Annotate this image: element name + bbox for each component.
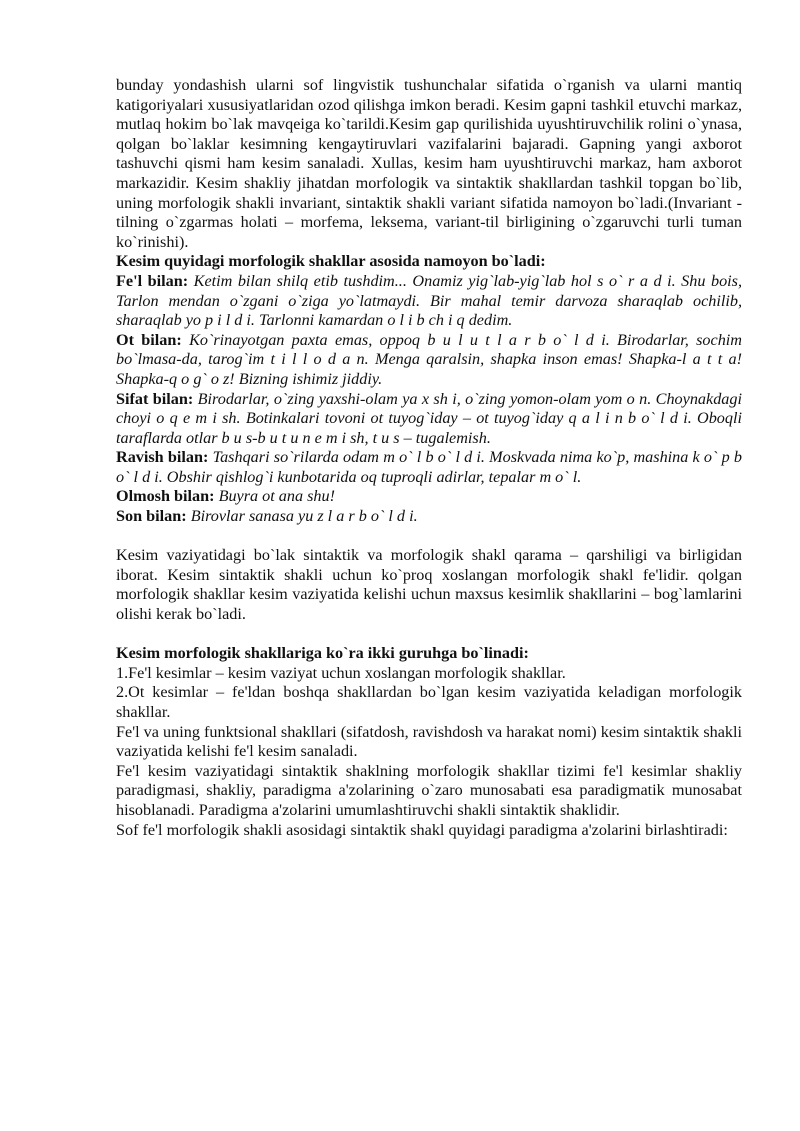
example-label: Fe'l bilan: bbox=[116, 271, 189, 290]
example-text: Birovlar sanasa yu z l a r b o` l d i. bbox=[190, 507, 418, 526]
example-label: Olmosh bilan: bbox=[116, 487, 215, 506]
example-text: Ko`rinayotgan paxta emas, oppoq b u l u t l a r b o` l d i. Birodarlar, sochim bo`lmasa-da, tarog`im t i l l o d a n. Menga qaralsin, shapka inson emas! Shapka-l a t t a! Shapka-q o g` o z! Bizning ishimiz jiddiy. bbox=[116, 330, 742, 388]
example-label: Son bilan: bbox=[116, 507, 187, 526]
list-item: 2.Ot kesimlar – fe'ldan boshqa shakllardan bo`lgan kesim vaziyatida keladigan morfologik shakllar. bbox=[116, 683, 742, 721]
section-heading-groups: Kesim morfologik shakllariga ko`ra ikki guruhga bo`linadi: bbox=[116, 644, 529, 663]
verb-predicate-paragraph: Fe'l va uning funktsional shakllari (sifatdosh, ravishdosh va harakat nomi) kesim sintaktik shakli vaziyatida kelishi fe'l kesim sanaladi. bbox=[116, 722, 742, 761]
example-noun bbox=[116, 331, 742, 390]
example-adjective bbox=[116, 390, 742, 449]
example-label: Ot bilan: bbox=[116, 330, 182, 349]
groups-list bbox=[116, 664, 742, 723]
pure-verb-paragraph: Sof fe'l morfologik shakli asosidagi sintaktik shakl quyidagi paradigma a'zolarini birlashtiradi: bbox=[116, 820, 728, 839]
example-pronoun bbox=[116, 487, 742, 507]
example-label: Sifat bilan: bbox=[116, 389, 194, 408]
intro-paragraph: bunday yondashish ularni sof lingvistik tushunchalar sifatida o`rganish va ularni mantiq katigoriyalari xususiyatlaridan ozod qilishga imkon beradi. Kesim gapni tashkil etuvchi markaz, mutlaq hokim bo`lak mavqeiga ko`tarildi.Kesim gap qurilishida uyushtiruvchilik rolini o`ynasa, qolgan bo`laklar kesimning kengaytiruvlari vazifalarini bajaradi. Gapning yangi axborot tashuvchi qismi ham kesim sanaladi. Xullas, kesim ham uyushtiruvchi markaz, ham axborot markazidir. Kesim shakliy jihatdan morfologik va sintaktik shakllardan tashkil topgan bo`lib, uning morfologik shakli invariant, sintaktik shakli variant sifatida namoyon bo`ladi.(Invariant - tilning o`zgarmas holati – morfema, leksema, variant-til birligining o`zgaruvchi turli tuman ko`rinishi). bbox=[116, 76, 742, 251]
document-page bbox=[116, 76, 742, 840]
paradigm-paragraph: Fe'l kesim vaziyatidagi sintaktik shaklning morfologik shakllar tizimi fe'l kesimlar shakliy paradigmasi, shakliy, paradigma a'zolarining o`zaro munosabati esa paradigmatik munosabat hisoblanadi. Paradigma a'zolarini umumlashtiruvchi shakli sintaktik shaklidir. bbox=[116, 761, 742, 819]
example-adverb bbox=[116, 448, 742, 487]
example-text: Ketim bilan shilq etib tushdim... Onamiz yig`lab-yig`lab hol s o` r a d i. Shu bois, Tarlon mendan o`zgani o`ziga yo`latmaydi. Bir mahal temir darvoza sharaqlab ochilib, sharaqlab yo p i l d i. Tarlonni kamardan o l i b ch i q dedim. bbox=[116, 271, 743, 330]
example-text: Tashqari so`rilarda odam m o` l b o` l d i. Moskvada nima ko`p, mashina k o` p b o` l d i. Obshir qishlog`i kunbotarida oq tuproqli adirlar, tepalar m o` l. bbox=[116, 448, 742, 486]
opposition-paragraph: Kesim vaziyatidagi bo`lak sintaktik va morfologik shakl qarama – qarshiligi va birligidan iborat. Kesim sintaktik shakli uchun ko`proq xoslangan morfologik shakl fe'lidir. qolgan morfologik shakllar kesim vaziyatida kelishi uchun maxsus kesimlik shakllarini – bog`lamlarini olishi kerak bo`ladi. bbox=[116, 546, 742, 624]
list-item: 1.Fe'l kesimlar – kesim vaziyat uchun xoslangan morfologik shakllar. bbox=[116, 663, 566, 682]
example-label: Ravish bilan: bbox=[116, 448, 209, 467]
example-text: Birodarlar, o`zing yaxshi-olam ya x sh i, o`zing yomon-olam yom o n. Choynakdagi choyi o q e m i sh. Botinkalari tovoni ot tuyog`iday – ot tuyog`iday q a l i n b o` l d i. Oboqli taraflarda otlar b u s-b u t u n e m i sh, t u s – tugalemish. bbox=[116, 389, 742, 447]
example-verb bbox=[116, 272, 742, 331]
section-heading-forms: Kesim quyidagi morfologik shakllar asosida namoyon bo`ladi: bbox=[116, 252, 546, 271]
blank-line bbox=[116, 527, 742, 547]
example-text: Buyra ot ana shu! bbox=[218, 487, 336, 506]
example-numeral bbox=[116, 507, 742, 527]
blank-line bbox=[116, 625, 742, 645]
